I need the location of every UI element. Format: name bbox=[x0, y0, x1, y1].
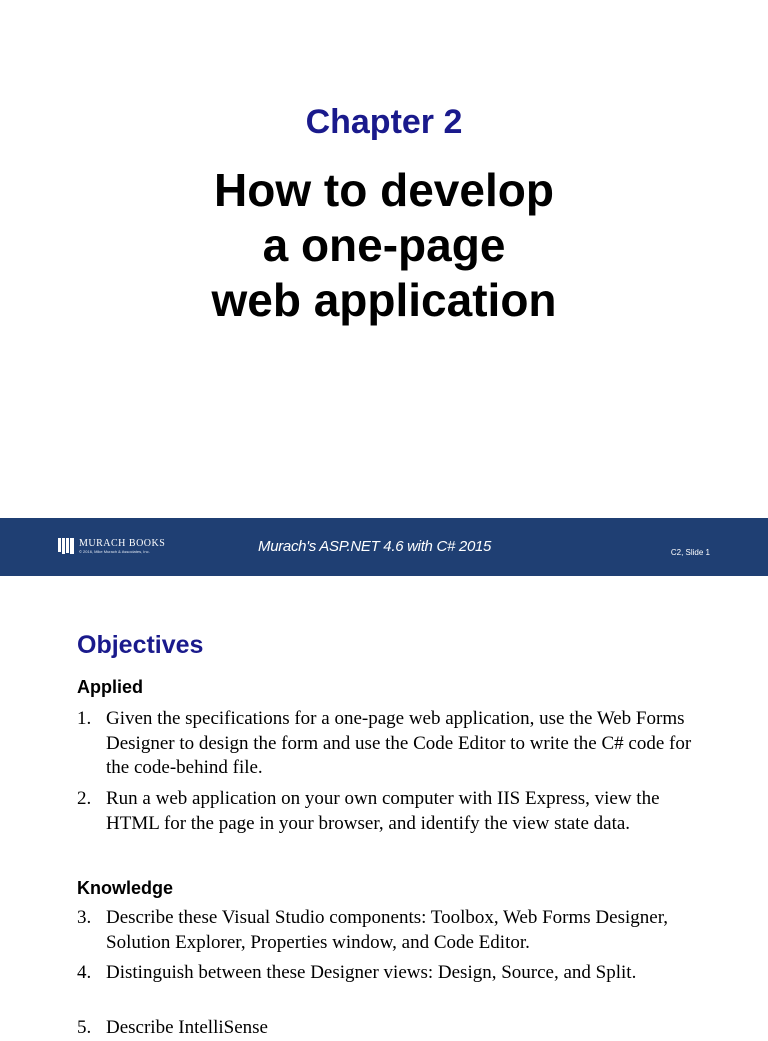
chapter-title-line: web application bbox=[211, 274, 557, 326]
chapter-title bbox=[0, 163, 768, 328]
chapter-label: Chapter 2 bbox=[305, 103, 463, 141]
murach-logo bbox=[58, 538, 165, 558]
applied-heading: Applied bbox=[77, 677, 143, 697]
objective-text: Run a web application on your own computer with IIS Express, view the HTML for the page in your browser, and identify the view state data. bbox=[106, 788, 660, 834]
objective-item bbox=[77, 961, 717, 986]
objectives-heading: Objectives bbox=[77, 631, 204, 659]
objective-number: 2. bbox=[77, 788, 92, 809]
objective-text: Distinguish between these Designer views: Design, Source, and Split. bbox=[106, 962, 637, 983]
objective-item bbox=[77, 1016, 717, 1041]
objective-text: Given the specifications for a one-page web application, use the Web Forms Designer to design the form and use the Code Editor to write the C# code for the code-behind file. bbox=[106, 708, 692, 778]
objective-item bbox=[77, 906, 717, 955]
logo-name: MURACH BOOKS bbox=[79, 538, 166, 549]
objective-item bbox=[77, 707, 717, 781]
objectives-slide bbox=[0, 576, 768, 1038]
book-title: Murach's ASP.NET 4.6 with C# 2015 bbox=[258, 538, 492, 555]
objective-number: 5. bbox=[77, 1017, 92, 1038]
slide-footer-bar bbox=[0, 518, 768, 576]
objective-number: 1. bbox=[77, 708, 92, 729]
objective-number: 3. bbox=[77, 907, 92, 928]
logo-copyright: © 2016, Mike Murach & Associates, Inc. bbox=[79, 549, 150, 554]
slide-number: C2, Slide 1 bbox=[670, 548, 710, 557]
objective-number: 4. bbox=[77, 962, 92, 983]
chapter-title-line: How to develop bbox=[214, 164, 554, 216]
objective-item bbox=[77, 787, 717, 836]
knowledge-heading: Knowledge bbox=[77, 878, 174, 898]
book-spines-icon bbox=[58, 538, 74, 554]
objective-text: Describe these Visual Studio components: Toolbox, Web Forms Designer, Solution Explorer, Properties window, and Code Editor. bbox=[106, 907, 669, 953]
chapter-title-line: a one-page bbox=[262, 219, 506, 271]
objective-text: Describe IntelliSense bbox=[106, 1017, 268, 1038]
